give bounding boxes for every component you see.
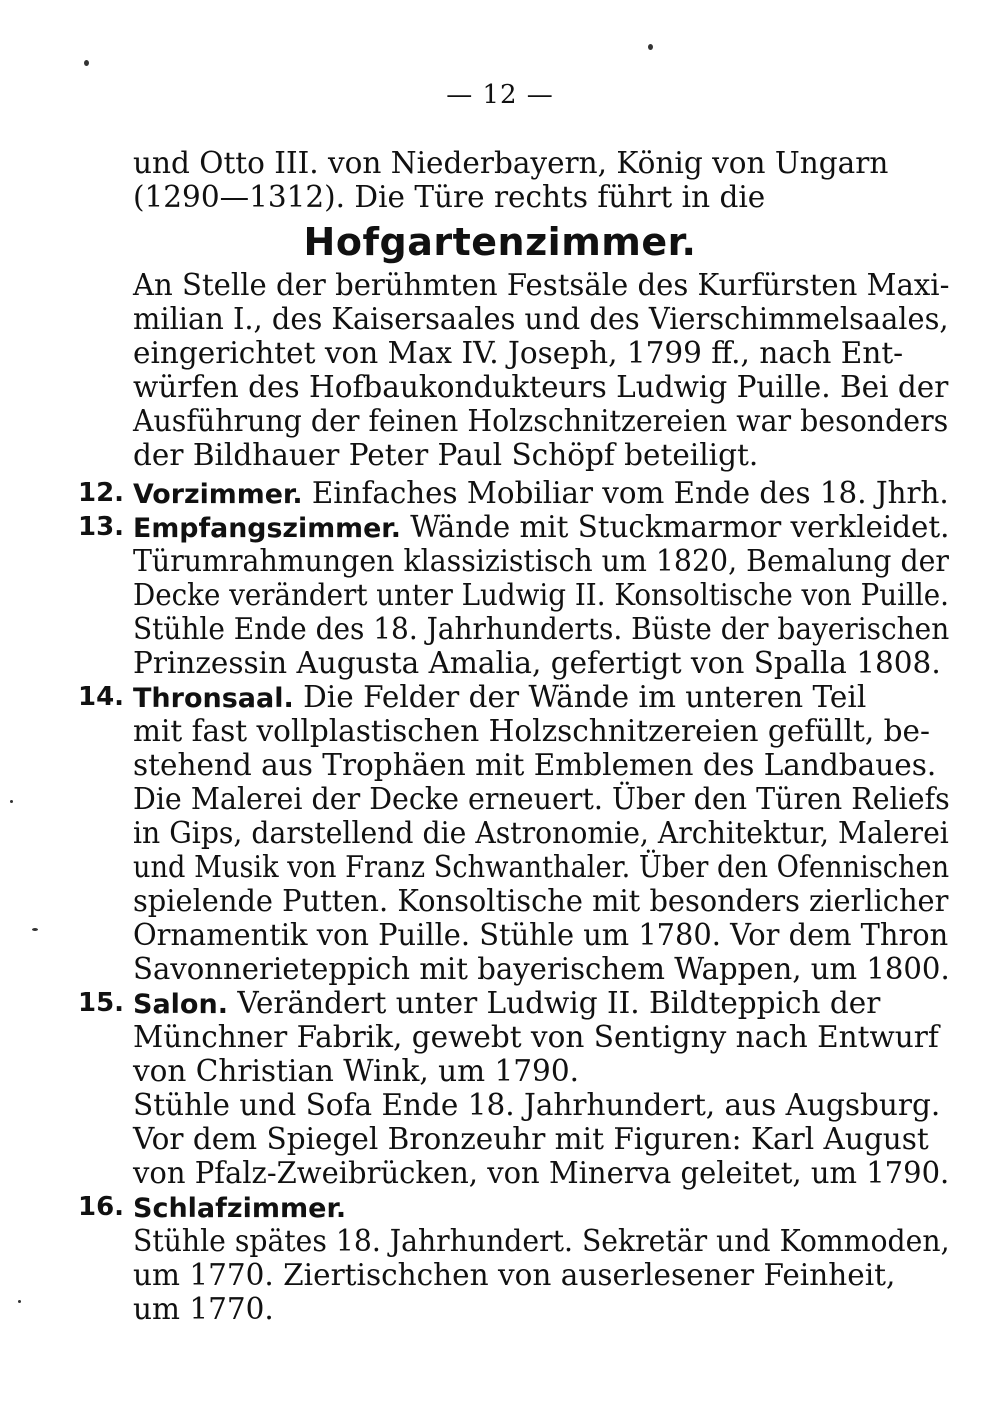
entry-first-line — [133, 476, 949, 510]
entry-number: 14. — [78, 682, 125, 712]
entry-13 — [133, 510, 949, 680]
entry-number: 16. — [78, 1192, 125, 1222]
text-line: Die Malerei der Decke erneuert. Über den Türen Reliefs — [133, 782, 950, 816]
entry-first-line — [133, 986, 949, 1020]
entry-title: Vorzimmer. — [133, 479, 303, 510]
entry-14 — [133, 680, 949, 986]
entry-number: 15. — [78, 988, 125, 1018]
entry-first-line — [133, 1190, 949, 1224]
text-line: Decke verändert unter Ludwig II. Konsoltische von Puille. — [133, 578, 949, 612]
scan-speck — [10, 800, 13, 803]
text-line: und Musik von Franz Schwanthaler. Über den Ofennischen — [133, 850, 950, 884]
text-line: Stühle Ende des 18. Jahrhunderts. Büste der bayerischen — [133, 612, 950, 646]
text-line: und Otto III. von Niederbayern, König von Ungarn — [133, 146, 889, 180]
entry-title: Schlafzimmer. — [133, 1193, 347, 1224]
entry-first-line — [133, 510, 950, 544]
text-line: von Christian Wink, um 1790. — [133, 1054, 579, 1088]
entry-15 — [133, 986, 949, 1190]
entry-12 — [133, 476, 949, 510]
text-line: Stühle und Sofa Ende 18. Jahrhundert, aus Augsburg. — [133, 1088, 941, 1122]
text-line: der Bildhauer Peter Paul Schöpf beteiligt. — [133, 438, 759, 472]
entry-text: Verändert unter Ludwig II. Bildteppich der — [237, 986, 881, 1020]
text-line: milian I., des Kaisersaales und des Vierschimmelsaales, — [133, 302, 949, 336]
entry-number: 13. — [78, 512, 125, 542]
scan-speck — [32, 928, 38, 931]
scan-speck — [84, 60, 89, 66]
section-heading: Hofgartenzimmer. — [303, 220, 697, 264]
text-line: Münchner Fabrik, gewebt von Sentigny nach Entwurf — [133, 1020, 939, 1054]
entry-title: Salon. — [133, 989, 228, 1020]
text-line: Ausführung der feinen Holzschnitzereien war besonders — [133, 404, 949, 438]
scan-speck — [18, 1300, 21, 1303]
text-line: stehend aus Trophäen mit Emblemen des Landbaues. — [133, 748, 937, 782]
section-paragraph — [133, 268, 949, 472]
entry-text: Einfaches Mobiliar vom Ende des 18. Jhrh. — [311, 476, 949, 510]
text-line: eingerichtet von Max IV. Joseph, 1799 ff., nach Ent- — [133, 336, 904, 370]
entry-text: Wände mit Stuckmarmor verkleidet. — [410, 510, 950, 544]
text-line: An Stelle der berühmten Festsäle des Kurfürsten Maxi- — [133, 268, 950, 302]
entry-first-line — [133, 680, 949, 714]
entry-16 — [133, 1190, 949, 1326]
text-line: um 1770. — [133, 1292, 274, 1326]
text-line: Ornamentik von Puille. Stühle um 1780. Vor dem Thron — [133, 918, 949, 952]
entry-text: Die Felder der Wände im unteren Teil — [303, 680, 867, 714]
page-number: — 12 — — [446, 80, 554, 110]
text-line: Stühle spätes 18. Jahrhundert. Sekretär und Kommoden, — [133, 1224, 950, 1258]
text-line: Vor dem Spiegel Bronzeuhr mit Figuren: Karl August — [133, 1122, 929, 1156]
text-line: Prinzessin Augusta Amalia, gefertigt von Spalla 1808. — [133, 646, 941, 680]
text-line: um 1770. Ziertischchen von auserlesener Feinheit, — [133, 1258, 896, 1292]
text-line: Türumrahmungen klassizistisch um 1820, Bemalung der — [133, 544, 949, 578]
entry-title: Empfangszimmer. — [133, 513, 401, 544]
entry-title: Thronsaal. — [133, 683, 294, 714]
text-line: würfen des Hofbaukondukteurs Ludwig Puille. Bei der — [133, 370, 949, 404]
text-line: (1290—1312). Die Türe rechts führt in die — [133, 180, 766, 214]
text-line: spielende Putten. Konsoltische mit besonders zierlicher — [133, 884, 949, 918]
intro-paragraph — [133, 146, 949, 214]
text-line: von Pfalz-Zweibrücken, von Minerva geleitet, um 1790. — [133, 1156, 950, 1190]
entry-number: 12. — [78, 478, 125, 508]
text-line: Savonnerieteppich mit bayerischem Wappen, um 1800. — [133, 952, 950, 986]
text-line: in Gips, darstellend die Astronomie, Architektur, Malerei — [133, 816, 949, 850]
scan-speck — [648, 44, 653, 50]
text-line: mit fast vollplastischen Holzschnitzereien gefüllt, be- — [133, 714, 930, 748]
